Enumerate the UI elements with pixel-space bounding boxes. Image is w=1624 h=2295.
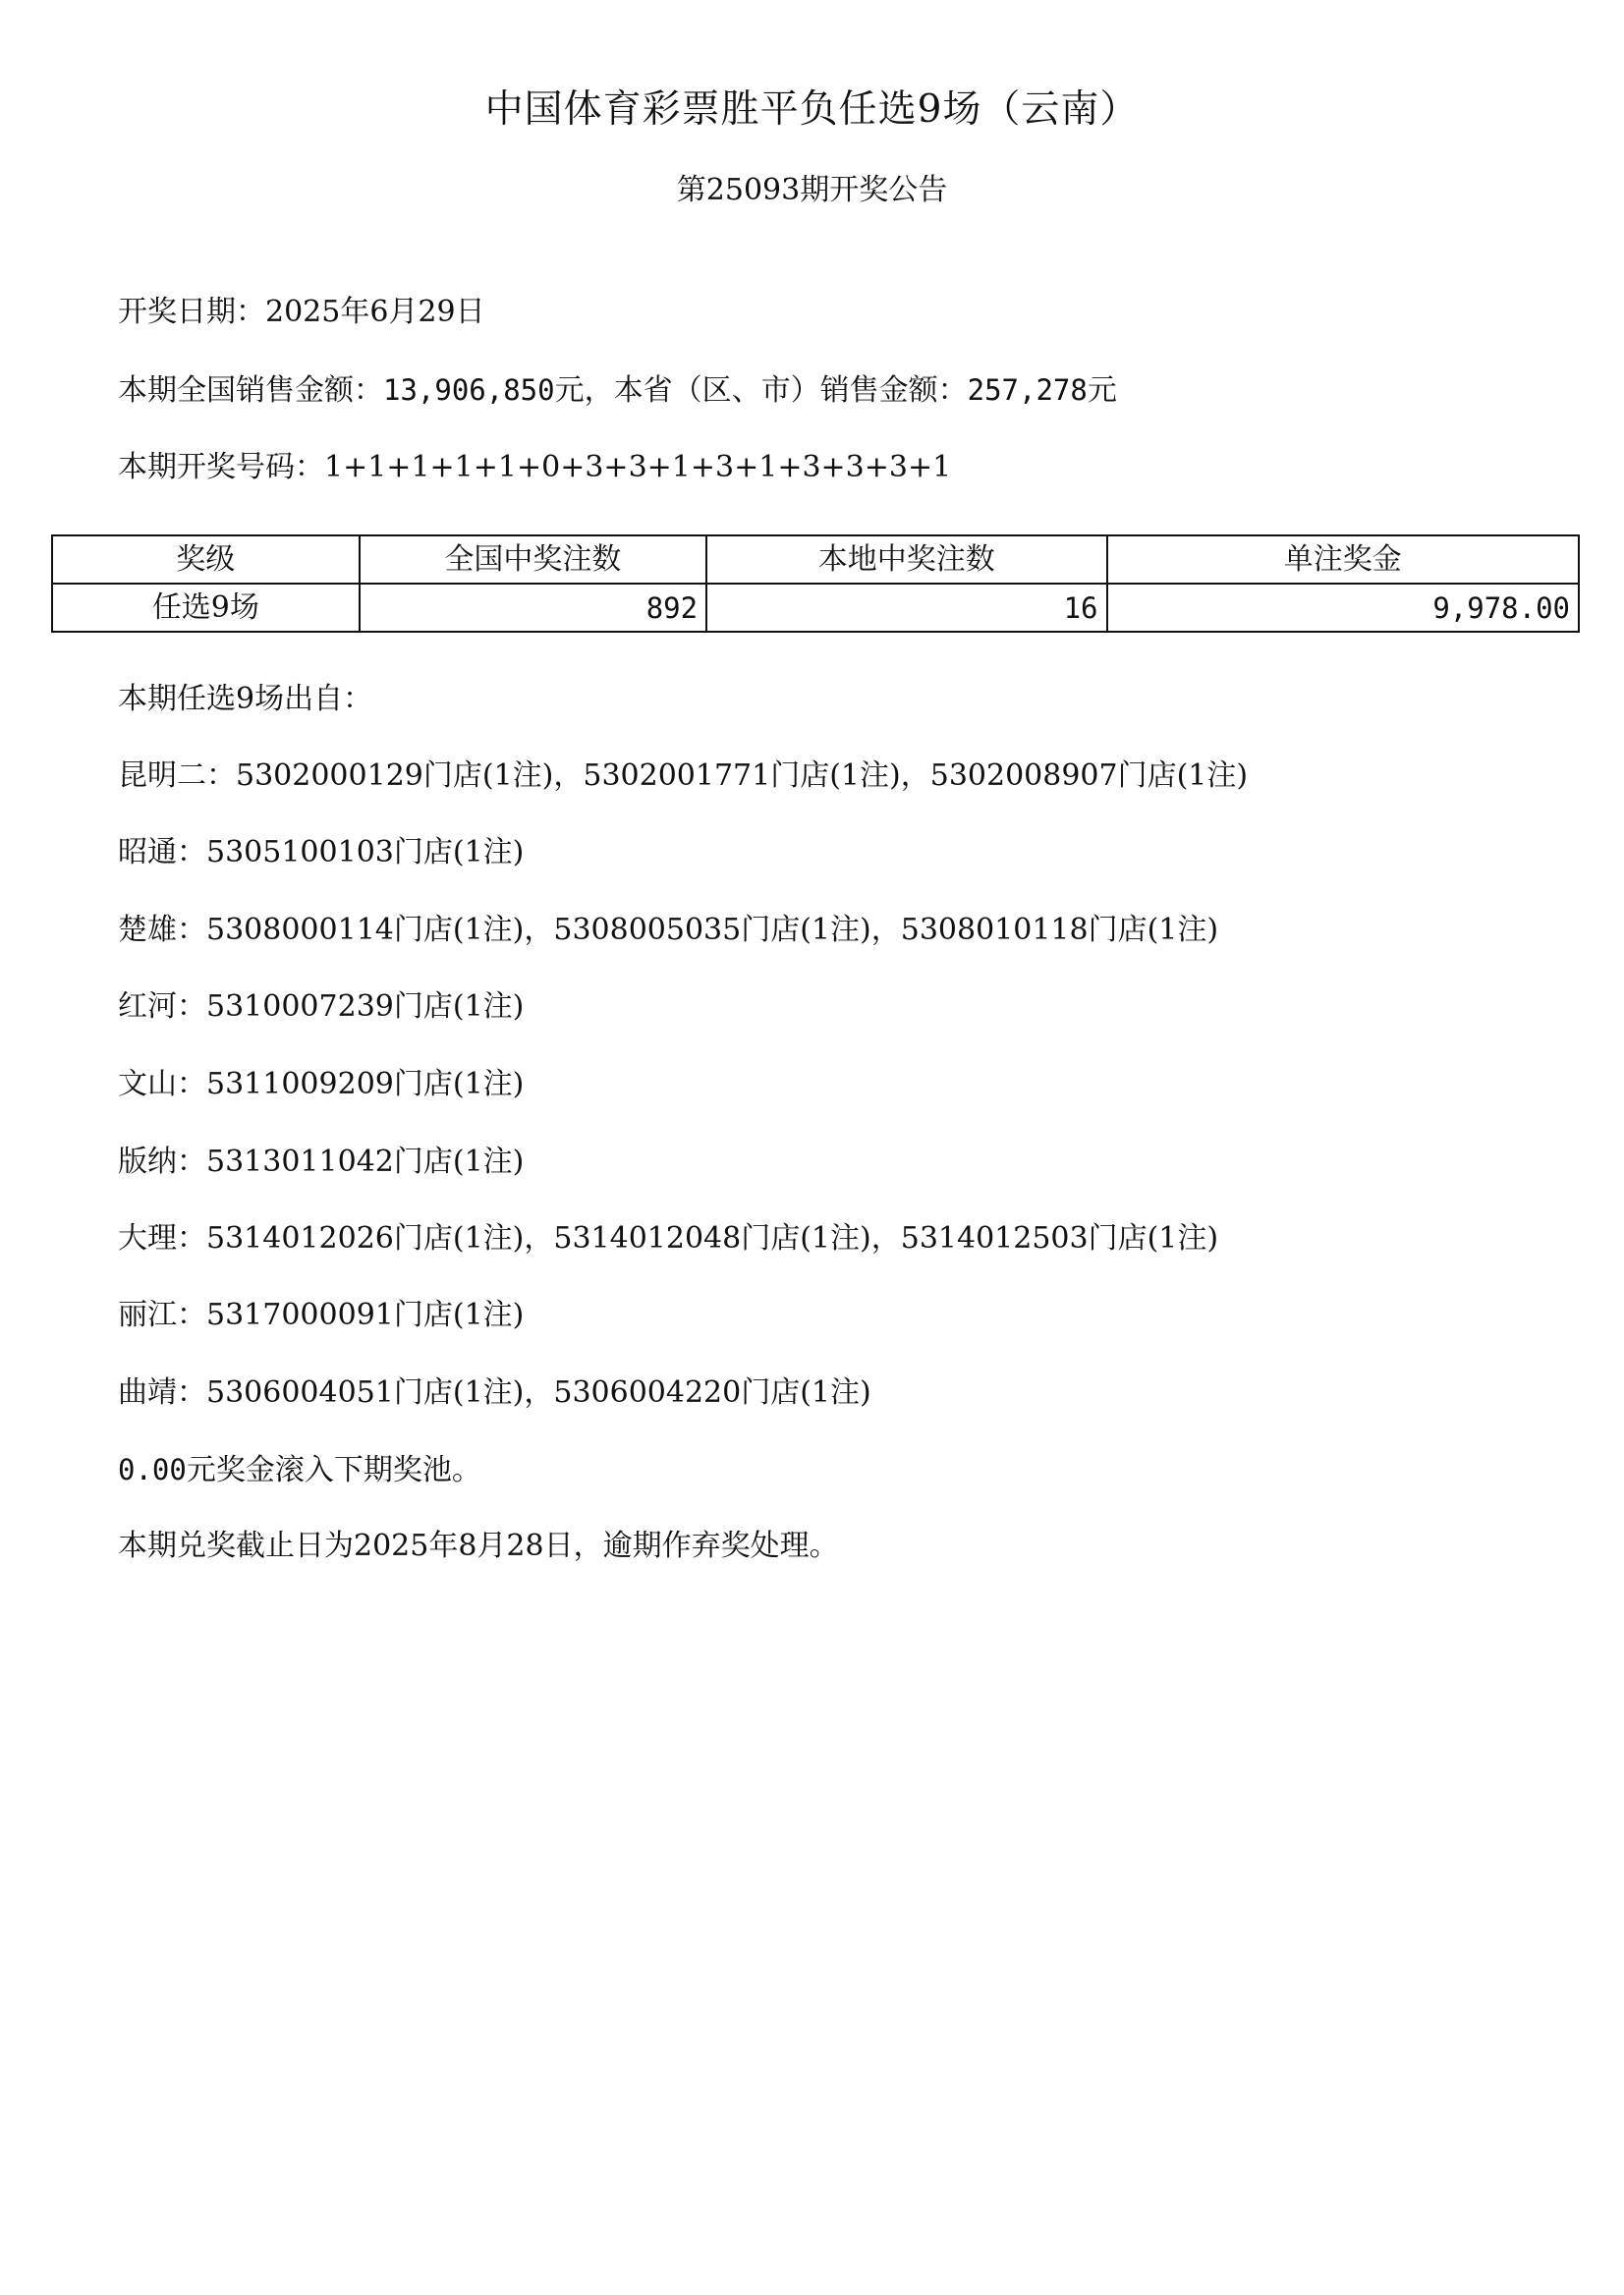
winner-line-honghe: 红河：5310007239门店(1注) (118, 989, 525, 1024)
draw-numbers: 本期开奖号码：1+1+1+1+1+0+3+3+1+3+1+3+3+3+1 (118, 450, 952, 484)
winner-line-chuxiong: 楚雄：5308000114门店(1注)，5308005035门店(1注)，5308010118门店(1注) (118, 913, 1219, 947)
cell-prize: 9,978.00 (1107, 584, 1580, 632)
table-header-row (52, 535, 1579, 584)
winners-heading: 本期任选9场出自： (118, 682, 373, 716)
winner-line-lijiang: 丽江：5317000091门店(1注) (118, 1298, 525, 1332)
winner-line-dali: 大理：5314012026门店(1注)，5314012048门店(1注)，5314012503门店(1注) (118, 1221, 1219, 1256)
winner-line-zhaotong: 昭通：5305100103门店(1注) (118, 835, 525, 869)
winner-line-banna: 版纳：5313011042门店(1注) (118, 1145, 525, 1179)
winner-line-wenshan: 文山：5311009209门店(1注) (118, 1067, 525, 1101)
sales-local: 257,278 (967, 373, 1088, 407)
winner-line-kunming: 昆明二：5302000129门店(1注)，5302001771门店(1注)，5302008907门店(1注) (118, 758, 1249, 793)
header-level: 奖级 (52, 535, 360, 584)
sales-mid-text: 元，本省（区、市）销售金额： (554, 373, 968, 408)
rollover-amount: 0.00 (118, 1453, 187, 1486)
draw-date: 开奖日期：2025年6月29日 (118, 295, 485, 329)
rollover-line (118, 1448, 481, 1492)
page-subtitle: 第25093期开奖公告 (676, 173, 948, 207)
cell-local-count: 16 (706, 584, 1106, 632)
page-title: 中国体育彩票胜平负任选9场（云南） (484, 87, 1140, 132)
header-prize: 单注奖金 (1107, 535, 1580, 584)
prize-table (51, 534, 1580, 633)
claim-deadline: 本期兑奖截止日为2025年8月28日，逾期作弃奖处理。 (118, 1529, 839, 1563)
header-national-count: 全国中奖注数 (360, 535, 707, 584)
sales-national: 13,906,850 (383, 373, 555, 407)
sales-line (118, 368, 1117, 413)
table-row (52, 584, 1579, 632)
winner-line-qujing: 曲靖：5306004051门店(1注)，5306004220门店(1注) (118, 1375, 871, 1410)
rollover-text: 元奖金滚入下期奖池。 (186, 1453, 481, 1487)
header-local-count: 本地中奖注数 (706, 535, 1106, 584)
cell-level: 任选9场 (52, 584, 360, 632)
sales-label: 本期全国销售金额： (118, 373, 383, 408)
cell-national-count: 892 (360, 584, 707, 632)
sales-tail: 元 (1087, 373, 1117, 408)
